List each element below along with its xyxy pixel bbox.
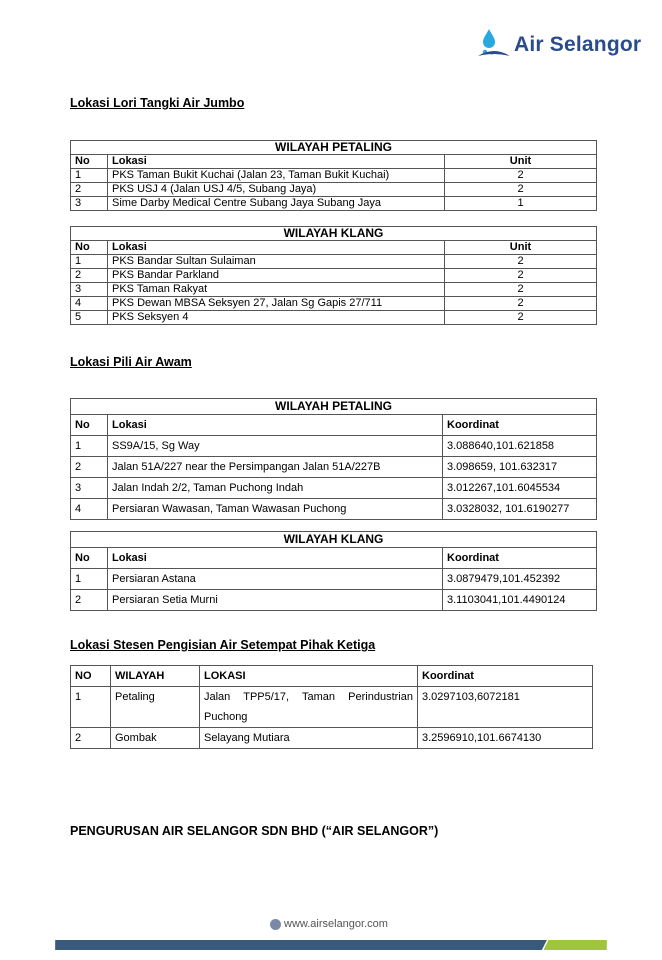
cell-unit: 1 xyxy=(445,197,597,211)
cell-lokasi: Jalan TPP5/17, Taman Perindustrian Puchong xyxy=(200,687,418,728)
table-row xyxy=(71,169,597,183)
cell-no: 1 xyxy=(71,255,108,269)
cell-no: 1 xyxy=(71,569,108,590)
table-pili-petaling xyxy=(70,398,597,520)
cell-lokasi: Persiaran Setia Murni xyxy=(108,590,443,611)
cell-no: 2 xyxy=(71,728,111,749)
column-header: NO xyxy=(71,666,111,687)
table-row xyxy=(71,457,597,478)
table-row xyxy=(71,590,597,611)
cell-no: 2 xyxy=(71,183,108,197)
column-header: Unit xyxy=(445,241,597,255)
website-link[interactable]: www.airselangor.com xyxy=(284,918,388,930)
cell-lokasi: Selayang Mutiara xyxy=(200,728,418,749)
table-row xyxy=(71,283,597,297)
column-header: No xyxy=(71,241,108,255)
table-pili-klang xyxy=(70,531,597,611)
table-row xyxy=(71,297,597,311)
column-header: No xyxy=(71,415,108,436)
cell-koordinat: 3.1103041,101.4490124 xyxy=(443,590,597,611)
cell-no: 1 xyxy=(71,436,108,457)
cell-no: 4 xyxy=(71,297,108,311)
table-row xyxy=(71,499,597,520)
cell-lokasi: Jalan 51A/227 near the Persimpangan Jalan 51A/227B xyxy=(108,457,443,478)
column-header: No xyxy=(71,155,108,169)
table-stesen-pengisian xyxy=(70,665,593,749)
column-header: LOKASI xyxy=(200,666,418,687)
cell-lokasi: PKS Taman Bukit Kuchai (Jalan 23, Taman Bukit Kuchai) xyxy=(108,169,445,183)
cell-lokasi: Persiaran Astana xyxy=(108,569,443,590)
cell-no: 5 xyxy=(71,311,108,325)
company-name: PENGURUSAN AIR SELANGOR SDN BHD (“AIR SELANGOR”) xyxy=(70,824,439,838)
column-header: WILAYAH xyxy=(111,666,200,687)
table-row xyxy=(71,569,597,590)
table-row xyxy=(71,311,597,325)
cell-lokasi: PKS Seksyen 4 xyxy=(108,311,445,325)
cell-lokasi: PKS USJ 4 (Jalan USJ 4/5, Subang Jaya) xyxy=(108,183,445,197)
cell-lokasi: SS9A/15, Sg Way xyxy=(108,436,443,457)
cell-no: 2 xyxy=(71,457,108,478)
column-header: Lokasi xyxy=(108,241,445,255)
table-caption: WILAYAH KLANG xyxy=(71,227,597,241)
section-title-lori-tangki: Lokasi Lori Tangki Air Jumbo xyxy=(70,96,245,110)
table-row xyxy=(71,478,597,499)
cell-lokasi: Jalan Indah 2/2, Taman Puchong Indah xyxy=(108,478,443,499)
cell-unit: 2 xyxy=(445,169,597,183)
table-caption: WILAYAH KLANG xyxy=(71,532,597,548)
cell-lokasi: PKS Bandar Sultan Sulaiman xyxy=(108,255,445,269)
table-row xyxy=(71,436,597,457)
cell-lokasi: Sime Darby Medical Centre Subang Jaya Subang Jaya xyxy=(108,197,445,211)
table-caption: WILAYAH PETALING xyxy=(71,399,597,415)
table-row xyxy=(71,255,597,269)
cell-no: 2 xyxy=(71,269,108,283)
table-row xyxy=(71,183,597,197)
cell-koordinat: 3.0879479,101.452392 xyxy=(443,569,597,590)
column-header: Koordinat xyxy=(443,548,597,569)
cell-no: 3 xyxy=(71,197,108,211)
section-title-pili-air: Lokasi Pili Air Awam xyxy=(70,355,192,369)
cell-no: 2 xyxy=(71,590,108,611)
cell-wilayah: Petaling xyxy=(111,687,200,728)
column-header: Koordinat xyxy=(443,415,597,436)
air-selangor-logo xyxy=(476,26,646,66)
cell-lokasi: PKS Bandar Parkland xyxy=(108,269,445,283)
cell-unit: 2 xyxy=(445,311,597,325)
table-row xyxy=(71,728,593,749)
column-header: Lokasi xyxy=(108,548,443,569)
cell-unit: 2 xyxy=(445,183,597,197)
cell-no: 3 xyxy=(71,478,108,499)
column-header: Unit xyxy=(445,155,597,169)
column-header: Koordinat xyxy=(418,666,593,687)
table-row xyxy=(71,687,593,728)
cell-unit: 2 xyxy=(445,283,597,297)
section-title-stesen-pengisian: Lokasi Stesen Pengisian Air Setempat Pihak Ketiga xyxy=(70,638,376,652)
website-footer xyxy=(270,918,388,930)
globe-icon xyxy=(270,919,281,930)
cell-koordinat: 3.012267,101.6045534 xyxy=(443,478,597,499)
cell-koordinat: 3.2596910,101.6674130 xyxy=(418,728,593,749)
cell-koordinat: 3.0328032, 101.6190277 xyxy=(443,499,597,520)
water-drop-icon xyxy=(476,26,512,62)
table-lori-klang xyxy=(70,226,597,325)
cell-koordinat: 3.088640,101.621858 xyxy=(443,436,597,457)
cell-unit: 2 xyxy=(445,255,597,269)
cell-wilayah: Gombak xyxy=(111,728,200,749)
cell-no: 1 xyxy=(71,169,108,183)
cell-no: 3 xyxy=(71,283,108,297)
cell-koordinat: 3.0297103,6072181 xyxy=(418,687,593,728)
table-lori-petaling xyxy=(70,140,597,211)
cell-no: 1 xyxy=(71,687,111,728)
column-header: No xyxy=(71,548,108,569)
column-header: Lokasi xyxy=(108,155,445,169)
cell-unit: 2 xyxy=(445,269,597,283)
cell-unit: 2 xyxy=(445,297,597,311)
brand-name: Air Selangor xyxy=(514,33,642,56)
cell-no: 4 xyxy=(71,499,108,520)
cell-lokasi: PKS Taman Rakyat xyxy=(108,283,445,297)
column-header: Lokasi xyxy=(108,415,443,436)
cell-lokasi: Persiaran Wawasan, Taman Wawasan Puchong xyxy=(108,499,443,520)
footer-color-bar xyxy=(0,940,662,950)
cell-koordinat: 3.098659, 101.632317 xyxy=(443,457,597,478)
table-caption: WILAYAH PETALING xyxy=(71,141,597,155)
table-row xyxy=(71,269,597,283)
table-row xyxy=(71,197,597,211)
cell-lokasi: PKS Dewan MBSA Seksyen 27, Jalan Sg Gapis 27/711 xyxy=(108,297,445,311)
